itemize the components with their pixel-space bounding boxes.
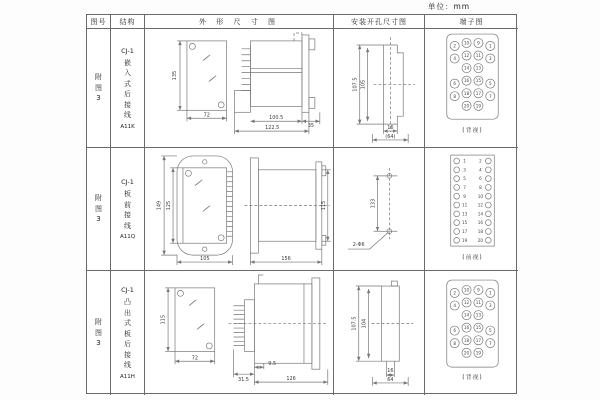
svg-text:16: 16: [387, 367, 394, 374]
row2-code: A11Q: [119, 234, 136, 240]
svg-text:16: 16: [477, 220, 483, 226]
svg-text:16: 16: [387, 125, 394, 132]
svg-text:31.5: 31.5: [237, 376, 249, 383]
svg-text:11: 11: [461, 202, 467, 208]
row3-terminal-svg: [426, 272, 518, 395]
spec-table: [86, 14, 517, 394]
svg-text:8: 8: [452, 93, 456, 99]
svg-text:20: 20: [477, 237, 483, 243]
svg-text:16: 16: [463, 78, 469, 84]
svg-text:18: 18: [463, 90, 469, 96]
svg-text:20: 20: [463, 349, 469, 355]
svg-text:105: 105: [200, 256, 210, 263]
svg-text:35: 35: [307, 123, 315, 130]
header-structure: 结构: [111, 15, 145, 29]
svg-text:9.5: 9.5: [268, 360, 277, 367]
svg-text:107.5: 107.5: [352, 77, 359, 92]
row1-code: A11K: [120, 123, 135, 130]
svg-text:2: 2: [452, 290, 456, 296]
row3-model: CJ-1: [121, 286, 134, 295]
row3-outline-drawing: [145, 271, 334, 395]
svg-text:4: 4: [452, 302, 456, 308]
row1-outline-drawing: [145, 29, 334, 148]
svg-text:6: 6: [452, 81, 456, 87]
svg-text:5: 5: [488, 81, 492, 87]
svg-text:105: 105: [360, 79, 367, 90]
svg-text:8: 8: [478, 185, 482, 191]
row2-structure-desc: 板前接线: [124, 190, 131, 230]
svg-text:11: 11: [475, 299, 481, 305]
row2-outline-drawing: [145, 148, 334, 271]
svg-text:5: 5: [488, 327, 492, 333]
row3-terminal-grid: [450, 285, 495, 357]
svg-text:18: 18: [477, 229, 483, 235]
svg-text:115: 115: [160, 314, 167, 324]
svg-text:20: 20: [463, 103, 469, 109]
svg-text:10: 10: [463, 40, 469, 46]
svg-text:126: 126: [286, 375, 296, 382]
header-install: 安装开孔尺寸图: [334, 15, 425, 29]
svg-text:8: 8: [452, 340, 456, 346]
svg-text:7: 7: [488, 93, 492, 99]
svg-text:16: 16: [463, 324, 469, 330]
row3-outline-svg: [145, 272, 333, 395]
svg-text:14: 14: [463, 312, 469, 318]
row1-install-drawing: [334, 29, 425, 148]
svg-text:19: 19: [461, 237, 467, 243]
svg-text:1: 1: [462, 158, 466, 164]
svg-text:1: 1: [488, 290, 492, 296]
svg-text:1: 1: [488, 43, 492, 49]
svg-text:104: 104: [361, 318, 368, 328]
row2-model: CJ-1: [121, 178, 134, 186]
svg-text:100.5: 100.5: [269, 115, 284, 122]
row2-terminal-grid: [453, 158, 490, 243]
svg-text:2: 2: [478, 158, 482, 164]
svg-text:(64): (64): [385, 133, 396, 140]
svg-text:19: 19: [475, 349, 481, 355]
svg-text:13: 13: [475, 65, 481, 71]
row1-structure: [111, 29, 145, 148]
svg-text:12: 12: [477, 202, 483, 208]
svg-text:9: 9: [476, 287, 480, 293]
svg-text:17: 17: [475, 337, 481, 343]
svg-text:15: 15: [475, 324, 481, 330]
svg-text:17: 17: [461, 229, 467, 235]
header-terminal: 端子图: [425, 15, 518, 29]
row3-fig-no: 附图3: [87, 271, 111, 395]
svg-text:135: 135: [172, 70, 179, 81]
svg-text:17: 17: [475, 90, 481, 96]
svg-text:15: 15: [461, 220, 467, 226]
row3-structure-desc: 凸出式板后接线: [124, 298, 131, 370]
svg-text:4: 4: [478, 167, 482, 173]
row2-install-drawing: [334, 148, 425, 271]
row3-code: A11H: [120, 373, 135, 380]
svg-text:18: 18: [463, 337, 469, 343]
row2-fig-no: 附图3: [87, 148, 111, 271]
row2-terminal-svg: [426, 148, 518, 270]
row3-terminal-drawing: [425, 271, 518, 395]
svg-text:15: 15: [475, 78, 481, 84]
row2-view-label: (前视): [461, 253, 483, 261]
row1-model: CJ-1: [121, 46, 134, 55]
svg-text:72: 72: [203, 112, 210, 119]
row2-terminal-drawing: [425, 148, 518, 271]
svg-text:122.5: 122.5: [265, 125, 280, 132]
row1-install-svg: [334, 29, 424, 147]
svg-text:9: 9: [462, 193, 466, 199]
svg-text:72: 72: [191, 354, 199, 361]
svg-text:3: 3: [488, 302, 492, 308]
svg-text:13: 13: [461, 211, 467, 217]
svg-text:64: 64: [387, 376, 394, 383]
svg-text:6: 6: [478, 176, 482, 182]
svg-text:2-Φ6: 2-Φ6: [352, 242, 365, 249]
svg-text:10: 10: [463, 287, 469, 293]
svg-text:12: 12: [463, 299, 469, 305]
svg-text:4: 4: [452, 56, 456, 62]
svg-text:11: 11: [475, 53, 481, 59]
row3-view-label: (背视): [461, 373, 483, 381]
svg-text:3: 3: [488, 56, 492, 62]
svg-text:10: 10: [477, 193, 483, 199]
svg-text:13: 13: [475, 312, 481, 318]
row1-structure-desc: 嵌入式后接线: [124, 58, 131, 119]
header-outline: 外 形 尺 寸 图: [145, 15, 334, 29]
row2-outline-svg: [145, 148, 333, 270]
row3-structure: [111, 271, 145, 395]
row2-structure: [111, 148, 145, 271]
unit-label: 单位：mm: [428, 2, 471, 11]
row1-view-label: (背视): [461, 127, 483, 135]
svg-text:7: 7: [462, 185, 466, 191]
row1-terminal-svg: [426, 29, 518, 147]
row3-install-drawing: [334, 271, 425, 395]
row1-terminal-grid: [450, 38, 495, 110]
svg-text:125: 125: [166, 200, 173, 211]
svg-text:107.5: 107.5: [351, 316, 358, 331]
svg-text:14: 14: [463, 65, 469, 71]
row1-outline-svg: [145, 29, 333, 147]
row1-fig-no: 附图3: [87, 29, 111, 148]
svg-text:156: 156: [281, 256, 291, 263]
row3-install-svg: [334, 272, 424, 395]
svg-text:5: 5: [462, 176, 466, 182]
svg-text:115: 115: [320, 200, 327, 211]
svg-text:3: 3: [462, 167, 466, 173]
row1-terminal-drawing: [425, 29, 518, 148]
svg-text:7: 7: [488, 340, 492, 346]
svg-text:6: 6: [452, 327, 456, 333]
svg-text:12: 12: [463, 53, 469, 59]
svg-text:19: 19: [475, 103, 481, 109]
svg-text:133: 133: [370, 198, 377, 209]
svg-text:149: 149: [156, 200, 163, 211]
header-fig-no: 图号: [87, 15, 111, 29]
svg-text:2: 2: [452, 43, 456, 49]
svg-text:9: 9: [476, 40, 480, 46]
row2-install-svg: [334, 148, 424, 270]
svg-text:14: 14: [477, 211, 483, 217]
